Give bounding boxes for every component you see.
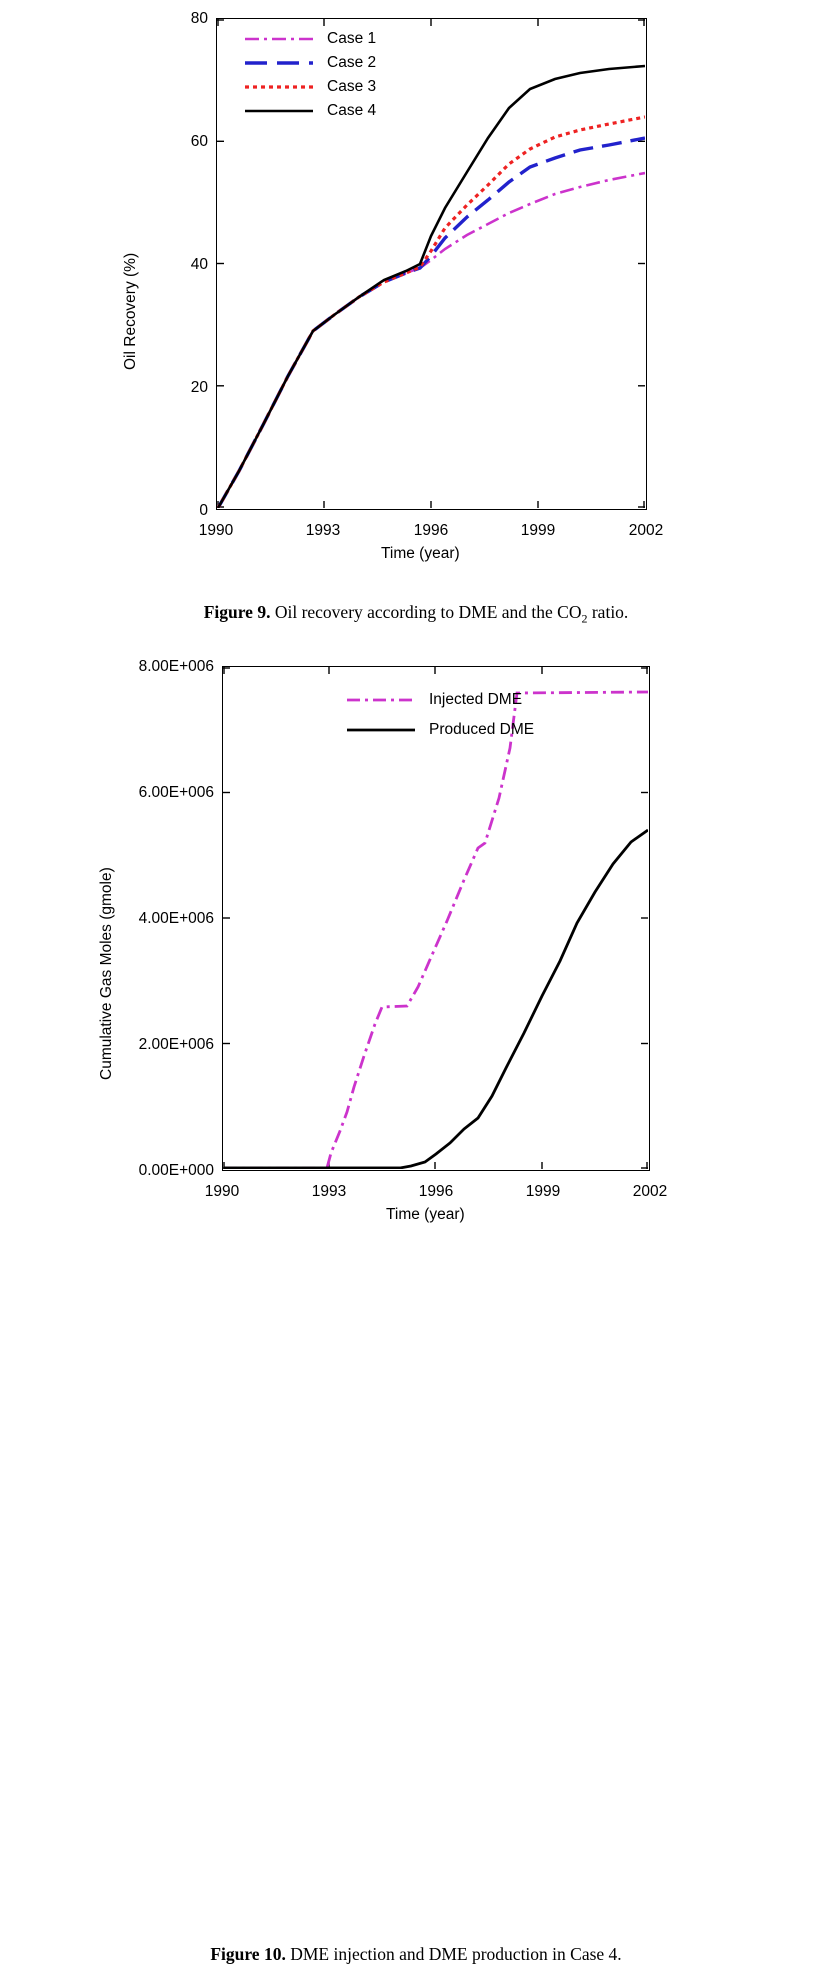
figure-10-x-axis-title: Time (year) xyxy=(386,1206,465,1223)
figure-10-ytick-8e6: 8.00E+006 xyxy=(138,658,214,675)
figure-9-ytick-40: 40 xyxy=(190,256,208,273)
figure-10-xtick-1993: 1993 xyxy=(311,1183,347,1200)
figure-9-ytick-20: 20 xyxy=(190,379,208,396)
figure-10-series-injected-dme xyxy=(224,692,648,1168)
figure-10-caption-label: Figure 10. xyxy=(210,1944,286,1964)
figure-9-legend-item-case-4 xyxy=(243,99,376,123)
figure-9-xtick-1999: 1999 xyxy=(520,522,556,539)
figure-10-ytick-4e6: 4.00E+006 xyxy=(138,910,214,927)
figure-10 xyxy=(0,648,832,1964)
figure-9-legend-label-case-2: Case 2 xyxy=(327,54,377,71)
figure-9-caption xyxy=(0,602,832,627)
legend-line-solid-icon xyxy=(345,723,417,737)
figure-9-legend-item-case-2 xyxy=(243,51,376,75)
figure-9-legend-item-case-3 xyxy=(243,75,376,99)
legend-line-long-dash-icon xyxy=(243,56,315,70)
figure-10-xtick-1999: 1999 xyxy=(525,1183,561,1200)
legend-line-dash-dot-icon xyxy=(345,693,417,707)
figure-10-series-produced-dme xyxy=(224,830,648,1168)
figure-10-chart xyxy=(74,648,674,1228)
figure-9-ytick-60: 60 xyxy=(190,133,208,150)
figure-9-caption-subscript: 2 xyxy=(581,611,588,626)
figure-9-legend-item-case-1 xyxy=(243,27,376,51)
figure-9-series-case-1 xyxy=(218,173,645,508)
figure-9-ytick-80: 80 xyxy=(190,10,208,27)
figure-9-caption-label: Figure 9. xyxy=(203,602,271,622)
figure-9-chart xyxy=(96,0,696,560)
figure-9 xyxy=(0,0,832,626)
figure-9-xtick-1993: 1993 xyxy=(305,522,341,539)
legend-line-dotted-icon xyxy=(243,80,315,94)
figure-10-ytick-0: 0.00E+000 xyxy=(138,1162,214,1179)
figure-10-legend-item-injected-dme xyxy=(345,685,534,715)
figure-9-series-case-2 xyxy=(218,138,645,508)
figure-9-caption-text-pre: Oil recovery according to DME and the CO xyxy=(270,602,582,622)
figure-9-legend xyxy=(243,27,376,123)
figure-10-y-axis-title: Cumulative Gas Moles (gmole) xyxy=(98,867,115,1080)
figure-10-legend-label-injected-dme: Injected DME xyxy=(429,691,523,708)
figure-10-ytick-6e6: 6.00E+006 xyxy=(138,784,214,801)
figure-9-series-case-3 xyxy=(218,117,645,508)
figure-9-y-axis-title: Oil Recovery (%) xyxy=(122,252,139,370)
legend-line-dash-dot-icon xyxy=(243,32,315,46)
figure-9-xtick-2002: 2002 xyxy=(628,522,664,539)
figure-10-xtick-2002: 2002 xyxy=(632,1183,668,1200)
figure-9-series-case-4 xyxy=(218,66,645,508)
figure-9-legend-label-case-1: Case 1 xyxy=(327,30,377,47)
figure-10-caption-text-pre: DME injection and DME production in Case 4. xyxy=(285,1944,622,1964)
figure-9-x-axis-title: Time (year) xyxy=(381,545,460,562)
legend-line-solid-icon xyxy=(243,104,315,118)
figure-10-caption xyxy=(0,1944,832,1969)
figure-9-xtick-1996: 1996 xyxy=(413,522,449,539)
figure-9-plot-area xyxy=(216,18,647,510)
figure-10-legend-label-produced-dme: Produced DME xyxy=(429,721,535,738)
figure-10-legend-item-produced-dme xyxy=(345,715,534,745)
figure-10-legend xyxy=(345,685,534,745)
figure-9-legend-label-case-4: Case 4 xyxy=(327,102,377,119)
figure-10-ytick-2e6: 2.00E+006 xyxy=(138,1036,214,1053)
figure-10-xtick-1996: 1996 xyxy=(418,1183,454,1200)
figure-9-caption-text-post: ratio. xyxy=(587,602,629,622)
figure-10-xtick-1990: 1990 xyxy=(204,1183,240,1200)
figure-9-legend-label-case-3: Case 3 xyxy=(327,78,377,95)
figure-9-ytick-0: 0 xyxy=(199,502,208,519)
figure-9-xtick-1990: 1990 xyxy=(198,522,234,539)
figure-10-plot-area xyxy=(222,666,650,1171)
